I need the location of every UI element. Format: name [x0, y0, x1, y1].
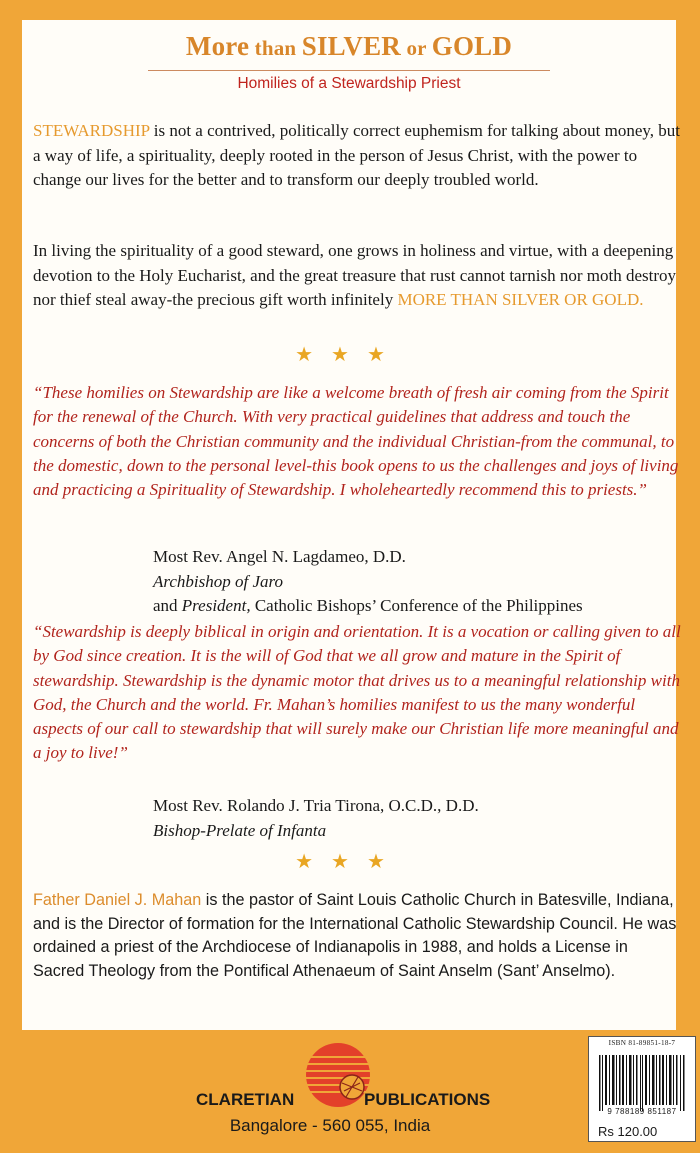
- attribution-1: [153, 545, 583, 619]
- attribution-1-role: Archbishop of Jaro: [153, 571, 284, 591]
- author-bio-text: is the pastor of Saint Louis Catholic Church in Batesville, Indiana, and is the Director of formation for the International Catholic Stewardship Council. He was ordained a priest of the Archdiocese of Indianapolis in 1988, and holds a License in Sacred Theology from the Pontifical Athenaeum of Saint Anselm (Sant’ Anselmo).: [33, 891, 677, 980]
- title-rule: [148, 70, 550, 71]
- title-silver: SILVER: [301, 31, 402, 61]
- title-more: More: [185, 31, 250, 61]
- attribution-2-role: Bishop-Prelate of Infanta: [153, 820, 327, 840]
- attribution-1-line3: [153, 594, 583, 619]
- endorsement-quote-1: “These homilies on Stewardship are like a welcome breath of fresh air coming from the Spirit for the renewal of the Church. With very practical guidelines that address and touch the concerns of both the Christian community and the individual Christian-from the communal, to the domestic, down to the personal level-this book opens to us the challenges and joys of living and practicing a Spirituality of Stewardship. I wholeheartedly recommend this to priests.”: [33, 383, 679, 500]
- attribution-1-name: Most Rev. Angel N. Lagdameo, D.D.: [153, 547, 406, 566]
- intro-text: is not a contrived, politically correct euphemism for talking about money, but a way of life, a spirituality, deeply rooted in the person of Jesus Christ, with the power to change our lives for the better and to transform our deeply troubled world.: [33, 121, 680, 189]
- barcode-digits: 9 788189 851187: [607, 1107, 677, 1116]
- star-divider-1: ★★★: [295, 344, 403, 366]
- intro-paragraph: [33, 119, 683, 193]
- attribution-1-conference: Catholic Bishops’ Conference of the Philippines: [250, 596, 583, 615]
- publisher-name-right: PUBLICATIONS: [364, 1090, 491, 1109]
- spirituality-accent: MORE THAN SILVER OR GOLD.: [397, 290, 644, 309]
- publisher-name-left: CLARETIAN: [196, 1090, 295, 1109]
- price-label: Rs 120.00: [598, 1124, 658, 1139]
- endorsement-quote-2: “Stewardship is deeply biblical in origin and orientation. It is a vocation or calling given to all by God since creation. It is the will of God that we all grow and mature in the Spirit of stewardship. Stewardship is the dynamic motor that drives us to a meaningful relationship with God, the Church and the world. Fr. Mahan’s homilies manifest to us the many wonderful aspects of our call to stewardship that will surely make our Christian life more meaningful and a joy to live!”: [33, 622, 681, 763]
- author-name: Father Daniel J. Mahan: [33, 891, 202, 909]
- book-title: [22, 31, 676, 62]
- publisher-address: Bangalore - 560 055, India: [229, 1116, 431, 1135]
- back-cover-panel: [22, 20, 681, 1030]
- intro-lead: STEWARDSHIP: [33, 121, 150, 140]
- title-or: or: [401, 36, 432, 60]
- author-bio: [33, 889, 683, 983]
- book-subtitle: Homilies of a Stewardship Priest: [237, 75, 461, 92]
- attribution-1-and: and: [153, 596, 182, 615]
- spirituality-paragraph: [33, 239, 683, 313]
- isbn-number: ISBN 81-89851-18-7: [608, 1039, 676, 1047]
- title-than: than: [249, 36, 302, 60]
- attribution-2-name: Most Rev. Rolando J. Tria Tirona, O.C.D., D.D.: [153, 796, 479, 815]
- star-divider-2: ★★★: [295, 851, 403, 873]
- title-gold: GOLD: [431, 31, 513, 61]
- attribution-2: [153, 794, 479, 843]
- attribution-1-president: President,: [181, 596, 251, 615]
- spirituality-text: In living the spirituality of a good steward, one grows in holiness and virtue, with a deepening devotion to the Holy Eucharist, and the great treasure that rust cannot tarnish nor moth destroy nor thief steal away-the precious gift worth infinitely: [33, 241, 676, 309]
